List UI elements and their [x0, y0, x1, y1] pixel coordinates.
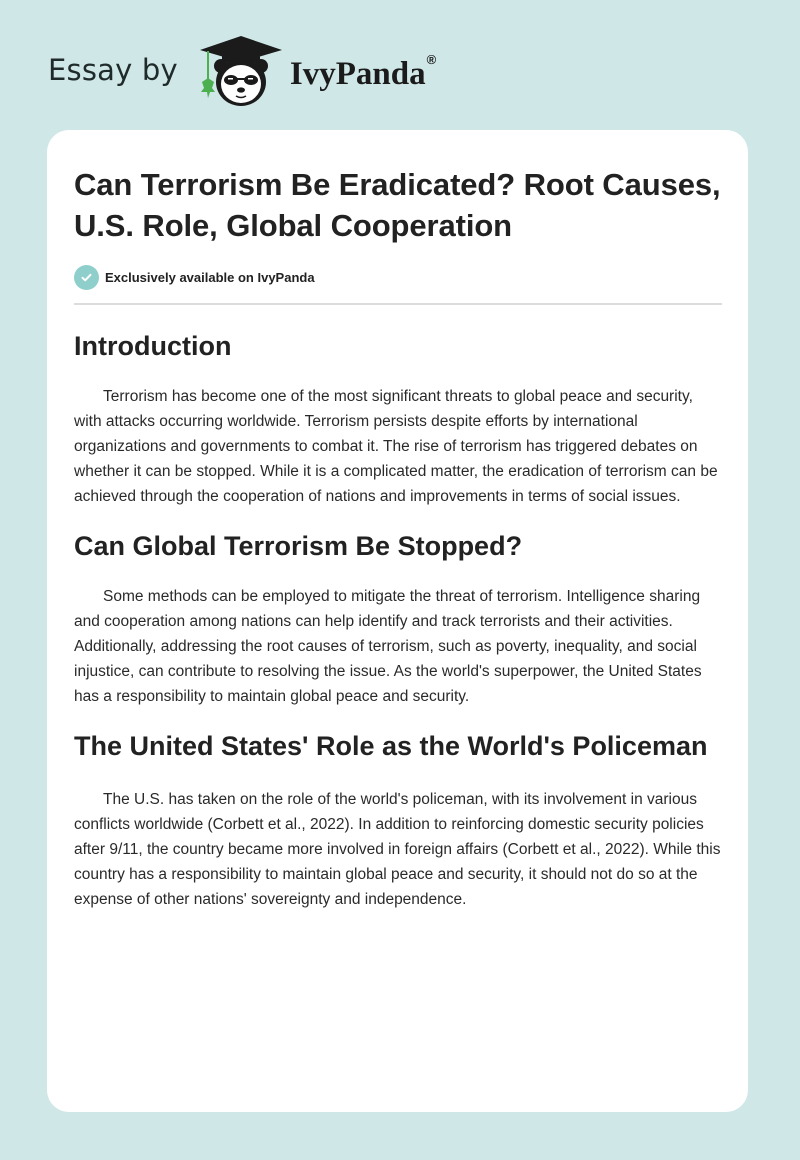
section-introduction — [74, 326, 722, 509]
registered-mark: ® — [426, 51, 437, 67]
section-heading: Introduction — [74, 331, 232, 361]
section-heading: Can Global Terrorism Be Stopped? — [74, 531, 523, 561]
exclusive-badge — [74, 264, 722, 290]
section-heading: The United States' Role as the World's Policeman — [74, 731, 708, 761]
exclusive-badge-text: Exclusively available on IvyPanda — [105, 269, 315, 285]
section-paragraph: Terrorism has become one of the most significant threats to global peace and security, with attacks occurring worldwide. Terrorism persists despite efforts by international organizations and governments to combat it. The rise of terrorism has triggered debates on whether it can be stopped. While it is a complicated matter, the eradication of terrorism can be achieved through the cooperation of nations and improvements in terms of social issues. — [74, 388, 718, 505]
essay-card — [47, 130, 748, 1112]
check-circle-icon — [74, 265, 99, 290]
section-paragraph: The U.S. has taken on the role of the world's policeman, with its involvement in various conflicts worldwide (Corbett et al., 2022). In addition to reinforcing domestic security policies after 9/11, the country became more involved in foreign affairs (Corbett et al., 2022). While this country has a responsibility to maintain global peace and security, it should not do so at the expense of other nations' sovereignty and independence. — [74, 791, 721, 908]
brand-prefix: Essay by — [48, 53, 178, 87]
section-paragraph: Some methods can be employed to mitigate the threat of terrorism. Intelligence sharing and cooperation among nations can help identify and track terrorists and their activities. Additionally, addressing the root causes of terrorism, such as poverty, inequality, and social injustice, can contribute to resolving the issue. As the world's superpower, the United States has a responsibility to maintain global peace and security. — [74, 588, 702, 705]
section-us-role — [74, 726, 722, 912]
title-divider — [74, 303, 722, 305]
site-brand[interactable] — [48, 34, 436, 110]
graduation-panda-icon — [198, 34, 284, 110]
section-can-terrorism-be-stopped — [74, 526, 722, 709]
essay-title: Can Terrorism Be Eradicated? Root Causes, U.S. Role, Global Cooperation — [74, 167, 721, 243]
brand-name: IvyPanda® — [289, 51, 437, 92]
